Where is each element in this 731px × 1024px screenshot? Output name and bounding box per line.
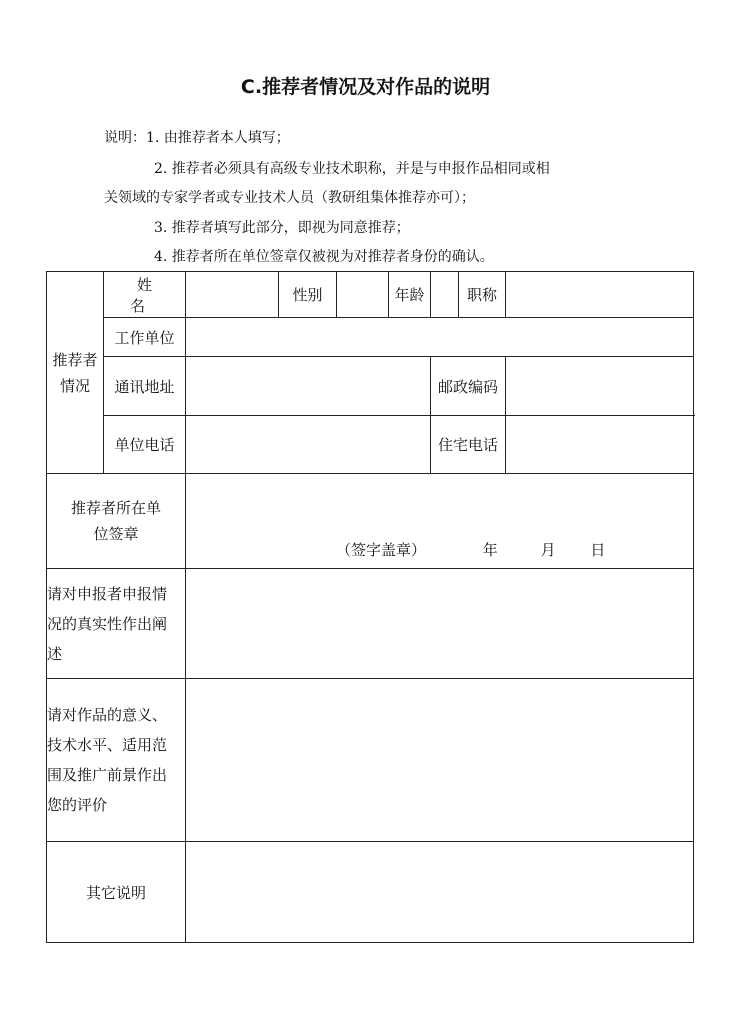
name-field[interactable] — [186, 272, 279, 318]
date-day: 日 — [590, 541, 606, 559]
note-line-4: 3. 推荐者填写此部分，即视为同意推荐； — [154, 220, 410, 236]
signature-line — [336, 539, 605, 560]
gender-label: 性别 — [279, 272, 337, 318]
address-label: 通讯地址 — [104, 357, 186, 416]
home-phone-label: 住宅电话 — [431, 416, 506, 474]
authenticity-label-cell — [47, 569, 186, 679]
date-month: 月 — [540, 541, 556, 559]
section-label-cell — [47, 272, 104, 474]
seal-field[interactable] — [186, 474, 694, 569]
note-line-3: 关领域的专家学者或专业技术人员（教研组集体推荐亦可）； — [104, 190, 475, 206]
employer-label: 工作单位 — [104, 318, 186, 357]
address-field[interactable] — [186, 357, 431, 416]
title-label: 职称 — [459, 272, 506, 318]
authenticity-field[interactable] — [186, 569, 694, 679]
note-line-2: 2. 推荐者必须具有高级专业技术职称，并是与申报作品相同或相 — [154, 161, 550, 177]
other-field[interactable] — [186, 842, 694, 943]
name-label-cell — [104, 272, 186, 318]
gender-field[interactable] — [337, 272, 389, 318]
note-line-5: 4. 推荐者所在单位签章仅被视为对推荐者身份的确认。 — [154, 249, 494, 265]
note-line-1: 说明：1. 由推荐者本人填写； — [104, 130, 290, 146]
office-phone-field[interactable] — [186, 416, 431, 474]
name-label: 姓 名 — [129, 275, 166, 315]
evaluation-label-cell — [47, 679, 186, 842]
postcode-field[interactable] — [506, 357, 694, 416]
page-title: C.推荐者情况及对作品的说明 — [240, 76, 491, 98]
recommender-form — [46, 271, 694, 943]
employer-field[interactable] — [186, 318, 694, 357]
title-field[interactable] — [506, 272, 694, 318]
date-year: 年 — [482, 541, 498, 559]
home-phone-field[interactable] — [506, 416, 694, 474]
authenticity-label: 请对申报者申报情况的真实性作出阐述 — [47, 584, 168, 663]
section-label: 推荐者情况 — [52, 350, 98, 395]
postcode-label: 邮政编码 — [431, 357, 506, 416]
seal-label: 推荐者所在单位签章 — [70, 499, 161, 543]
office-phone-label: 单位电话 — [104, 416, 186, 474]
evaluation-label: 请对作品的意义、技术水平、适用范围及推广前景作出您的评价 — [47, 706, 168, 814]
seal-label-cell — [47, 474, 186, 569]
evaluation-field[interactable] — [186, 679, 694, 842]
seal-hint: （签字盖章） — [336, 541, 427, 559]
age-label: 年龄 — [389, 272, 431, 318]
other-label: 其它说明 — [47, 842, 186, 943]
age-field[interactable] — [431, 272, 459, 318]
